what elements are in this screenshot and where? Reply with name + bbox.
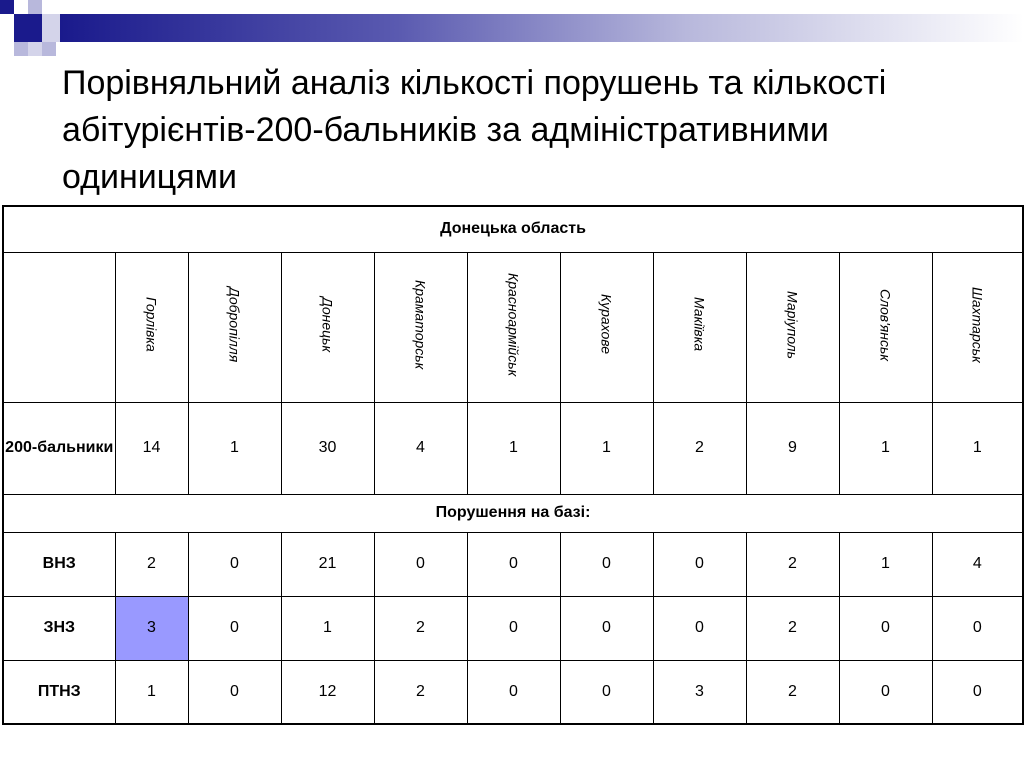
city-header-cell xyxy=(281,252,374,402)
city-header-cell xyxy=(467,252,560,402)
violations-header-row xyxy=(3,494,1023,532)
table-cell: 12 xyxy=(281,660,374,724)
table-cell: 3 xyxy=(653,660,746,724)
table-cell: 0 xyxy=(560,596,653,660)
region-header: Донецька область xyxy=(3,206,1023,252)
score200-row xyxy=(3,402,1023,494)
table-cell: 2 xyxy=(746,596,839,660)
data-table xyxy=(2,205,1024,725)
decor-square xyxy=(28,42,42,56)
decor-square xyxy=(14,42,28,56)
table-cell: 1 xyxy=(281,596,374,660)
city-header-cell xyxy=(115,252,188,402)
table-cell: 0 xyxy=(560,532,653,596)
decor-square xyxy=(42,42,56,56)
city-name: Горлівка xyxy=(143,297,160,352)
city-header-cell xyxy=(746,252,839,402)
table-cell: 9 xyxy=(746,402,839,494)
table-cell: 30 xyxy=(281,402,374,494)
table-cell: 2 xyxy=(653,402,746,494)
city-name: Шахтарськ xyxy=(969,286,986,363)
table-cell: 1 xyxy=(467,402,560,494)
table-cell: 0 xyxy=(188,660,281,724)
decor-square xyxy=(42,14,60,42)
row-label: ПТНЗ xyxy=(3,660,115,724)
table-cell: 0 xyxy=(932,660,1023,724)
city-name: Красноармійськ xyxy=(505,272,522,377)
table-cell: 21 xyxy=(281,532,374,596)
table-cell: 1 xyxy=(560,402,653,494)
table-cell: 2 xyxy=(746,532,839,596)
city-name: Слов'янськ xyxy=(877,288,894,361)
header-gradient-bar xyxy=(60,14,1024,42)
row-label: 200-бальники xyxy=(3,402,115,494)
violations-header: Порушення на базі: xyxy=(3,494,1023,532)
table-cell: 1 xyxy=(839,402,932,494)
row-label: ВНЗ xyxy=(3,532,115,596)
table-cell: 14 xyxy=(115,402,188,494)
city-header-cell xyxy=(374,252,467,402)
city-name: Маріуполь xyxy=(784,290,801,359)
table-cell: 0 xyxy=(374,532,467,596)
city-name: Краматорськ xyxy=(412,279,429,370)
table-cell: 1 xyxy=(115,660,188,724)
violations-row xyxy=(3,532,1023,596)
city-name: Донецьк xyxy=(319,296,336,353)
table-cell: 0 xyxy=(188,532,281,596)
decor-square xyxy=(14,14,42,42)
city-header-cell xyxy=(653,252,746,402)
table-cell: 1 xyxy=(188,402,281,494)
table-cell: 0 xyxy=(839,660,932,724)
cities-row xyxy=(3,252,1023,402)
table-cell: 0 xyxy=(467,596,560,660)
table-cell: 0 xyxy=(839,596,932,660)
row-label: ЗНЗ xyxy=(3,596,115,660)
table-cell: 0 xyxy=(560,660,653,724)
table-cell: 0 xyxy=(467,532,560,596)
violations-row xyxy=(3,596,1023,660)
region-row xyxy=(3,206,1023,252)
table-cell: 0 xyxy=(653,532,746,596)
table-cell: 2 xyxy=(115,532,188,596)
table-cell: 2 xyxy=(746,660,839,724)
city-name: Макіївка xyxy=(691,297,708,352)
table-cell: 1 xyxy=(932,402,1023,494)
table-cell: 0 xyxy=(467,660,560,724)
decor-square xyxy=(0,0,14,14)
slide-title: Порівняльний аналіз кількості порушень та кількості абітурієнтів-200-бальників за адміністративними одиницями xyxy=(62,64,887,196)
highlighted-cell[interactable]: 3 xyxy=(115,596,188,660)
city-header-cell xyxy=(188,252,281,402)
city-name: Добропілля xyxy=(226,286,243,363)
table-cell: 2 xyxy=(374,596,467,660)
city-header-cell xyxy=(839,252,932,402)
violations-row xyxy=(3,660,1023,724)
city-header-cell xyxy=(932,252,1023,402)
table-cell: 4 xyxy=(374,402,467,494)
table-cell: 0 xyxy=(653,596,746,660)
table-cell: 4 xyxy=(932,532,1023,596)
city-header-cell xyxy=(560,252,653,402)
empty-corner-cell xyxy=(3,252,115,402)
table-cell: 1 xyxy=(839,532,932,596)
table-cell: 0 xyxy=(188,596,281,660)
table-cell: 2 xyxy=(374,660,467,724)
decor-square xyxy=(14,0,28,14)
decor-square xyxy=(28,0,42,14)
city-name: Курахове xyxy=(598,294,615,355)
table-cell: 0 xyxy=(932,596,1023,660)
